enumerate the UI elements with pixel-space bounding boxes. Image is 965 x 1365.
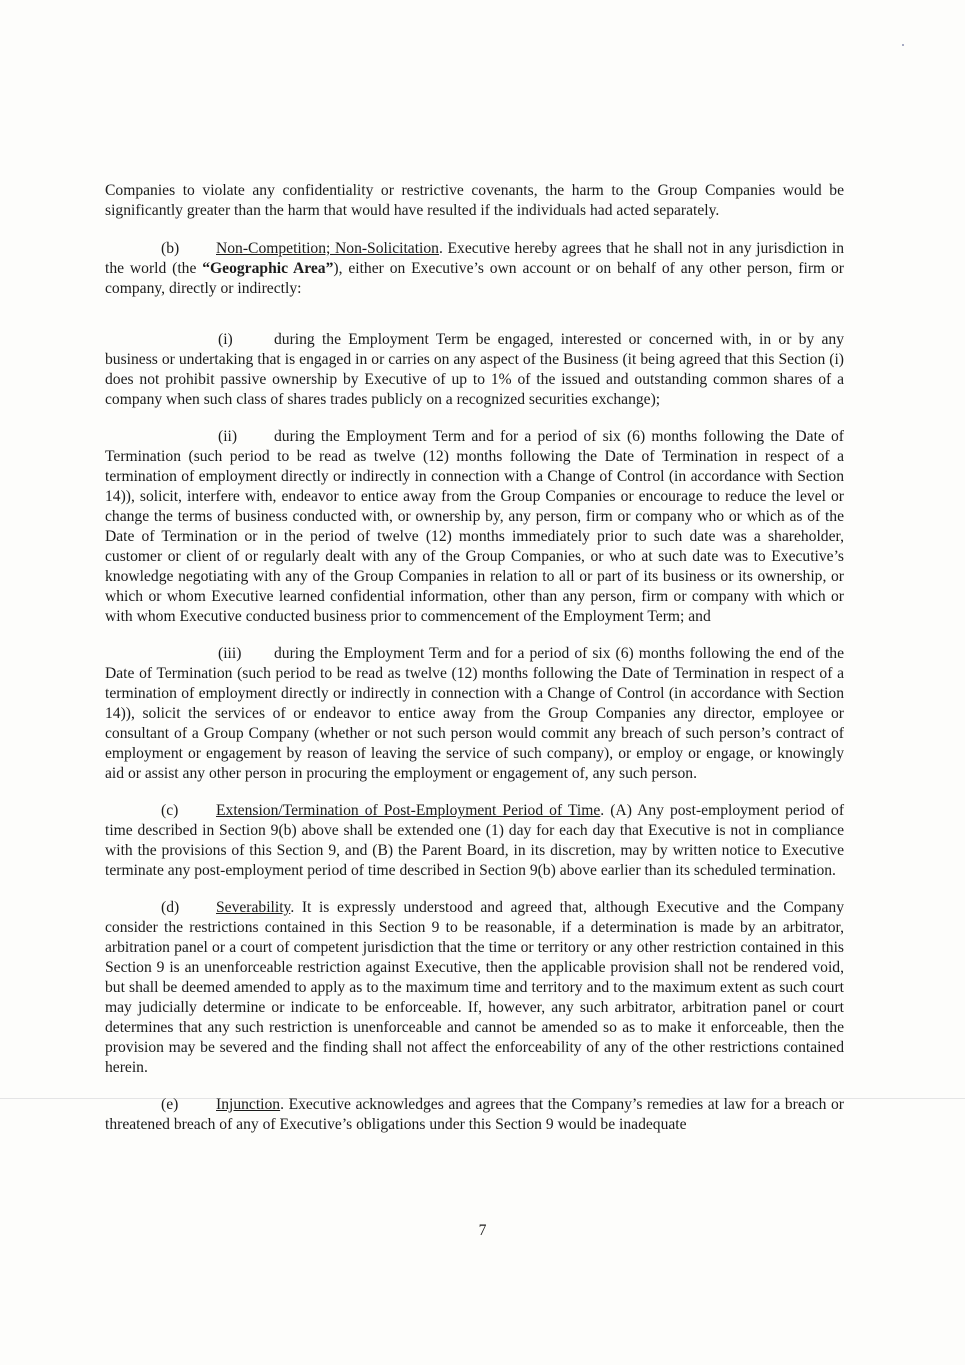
document-body (105, 181, 844, 1135)
item-i-text: during the Employment Term be engaged, interested or concerned with, in or by any business or undertaking that is engaged in or carries on any aspect of the Business (it being agreed that this Section (i) does not prohibit passive ownership by Executive of up to 1% of the issued and outstanding common shares of a company when such class of shares trades publicly on a recognized securities exchange); (105, 331, 844, 408)
section-e-paragraph (105, 1095, 844, 1135)
page-number: 7 (478, 1222, 487, 1239)
item-ii-paragraph (105, 427, 844, 627)
item-i-paragraph (105, 330, 844, 410)
section-c-number: (c) (161, 802, 179, 819)
section-e-number: (e) (161, 1096, 179, 1113)
section-c-paragraph (105, 801, 844, 881)
item-iii-number: (iii) (218, 645, 242, 662)
item-ii-number: (ii) (218, 428, 238, 445)
section-b-defined-term: “Geographic Area” (202, 260, 334, 277)
scan-speck (902, 44, 904, 46)
section-b-text-after: ), either on Executive’s own account or on behalf of any other person, firm or company, directly or indirectly: (105, 260, 844, 297)
section-b-text-before: . Executive hereby agrees that he shall not in any jurisdiction in the world (the (105, 240, 844, 277)
intro-paragraph (105, 181, 844, 221)
section-e-heading: Injunction (216, 1096, 281, 1113)
section-d-number: (d) (161, 899, 180, 916)
section-d-text: . It is expressly understood and agreed that, although Executive and the Company consider the restrictions contained in this Section 9 to be reasonable, if a determination is made by an arbitrator, arbitration panel or a court of competent jurisdiction that the time or territory or any other restriction contained in this Section 9 is an unenforceable restriction against Executive, then the applicable provision shall not be rendered void, but shall be deemed amended to apply as to the maximum time and territory and to the maximum extent as such court may judicially determine or indicate to be enforceable. If, however, any such arbitrator, arbitration panel or court determines that any such restriction is unenforceable and cannot be amended so as to make it enforceable, then the provision may be severed and the finding shall not affect the enforceability of any of the other restrictions contained herein. (105, 899, 844, 1076)
item-iii-text: during the Employment Term and for a period of six (6) months following the end of the Date of Termination (such period to be read as twelve (12) months following the Date of Termination in respect of a termination of employment directly or indirectly in connection with a Change of Control (in accordance with Section 14)), solicit the services of or endeavor to entice away from the Group Companies any director, employee or consultant of a Group Company (whether or not such person would commit any breach of such person’s contract of employment or engagement by reason of leaving the service of such company), or employ or engage, or knowingly aid or assist any other person in procuring the employment or engagement of, any such person. (105, 645, 844, 782)
section-d-paragraph (105, 898, 844, 1078)
section-d-heading: Severability (216, 899, 291, 916)
section-c-text: . (A) Any post-employment period of time described in Section 9(b) above shall be extended one (1) day for each day that Executive is not in compliance with the provisions of this Section 9, and (B) the Parent Board, in its discretion, may by written notice to Executive terminate any post-employment period of time described in Section 9(b) above earlier than its scheduled termination. (105, 802, 845, 879)
section-b-number: (b) (161, 240, 180, 257)
section-b-paragraph (105, 239, 844, 299)
item-i-number: (i) (218, 331, 233, 348)
item-iii-paragraph (105, 644, 844, 784)
item-ii-text: during the Employment Term and for a period of six (6) months following the Date of Termination (such period to be read as twelve (12) months following the Date of Termination in respect of a termination of employment directly or indirectly in connection with a Change of Control (in accordance with Section 14)), solicit, interfere with, endeavor to entice away from the Group Companies or encourage to reduce the level or change the terms of business conducted with, or ownership by, any person, firm or company who or which as of the Date of Termination or in the period of twelve (12) months immediately prior to such date was a shareholder, customer or client of or regularly dealt with any of the Group Companies, or who at such date was to Executive’s knowledge negotiating with any of the Group Companies in relation to all or part of its business or its ownership, or which or whom Executive learned confidential information, other than any person, firm or company with which or with whom Executive conducted business prior to commencement of the Employment Term; and (105, 428, 844, 625)
section-c-heading: Extension/Termination of Post-Employment Period of Time (216, 802, 601, 819)
section-b-heading: Non-Competition; Non-Solicitation (216, 240, 439, 257)
intro-text: Companies to violate any confidentiality or restrictive covenants, the harm to the Group Companies would be significantly greater than the harm that would have resulted if the individuals had acted separately. (105, 182, 844, 219)
section-e-text: . Executive acknowledges and agrees that the Company’s remedies at law for a breach or threatened breach of any of Executive’s obligations under this Section 9 would be inadequate (105, 1096, 844, 1133)
